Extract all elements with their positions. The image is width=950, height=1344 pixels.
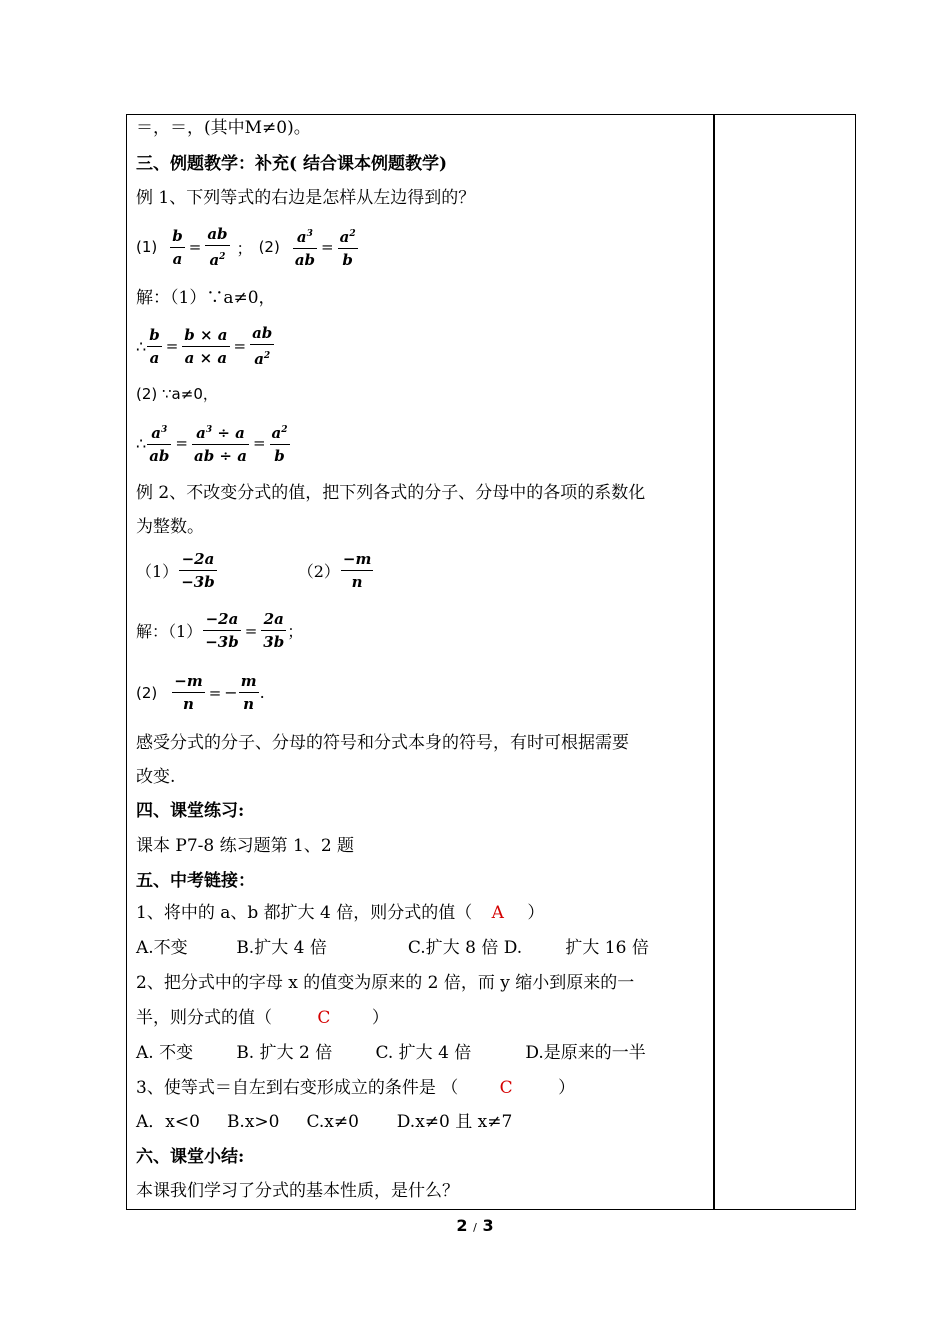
solution-2-expression-2: (2) $\frac{-m}{n}$ = − $\frac{m}{n}$ . <box>136 672 265 713</box>
fraction: $\frac{2a}{3b}$ <box>263 610 285 651</box>
fraction: $\frac{a^2}{b}$ <box>270 419 290 467</box>
example-2-question-line-2: 为整数。 <box>136 517 204 537</box>
example-1-expressions: (1) $\frac{b}{a}$ = $\frac{ab}{a^2}$ ； (2) $\frac{a^3}{ab}$ = $\frac{a^2}{b}$ <box>136 225 356 269</box>
section-6-heading: 六、课堂小结: <box>136 1147 245 1167</box>
fraction: $\frac{b}{a}$ <box>172 226 183 268</box>
section-3-heading: 三、例题教学：补充( 结合课本例题教学) <box>136 154 448 174</box>
practice-text: 课本 P7-8 练习题第 1、2 题 <box>136 836 355 856</box>
example-1-question: 例 1、下列等式的右边是怎样从左边得到的？ <box>136 188 476 208</box>
question-2-options: A. 不变 B. 扩大 2 倍 C. 扩大 4 倍 D.是原来的一半 <box>136 1043 646 1063</box>
question-3-options: A．x<0 B.x>0 C.x≠0 D.x≠0 且 x≠7 <box>136 1112 513 1132</box>
fraction: $\frac{a^3}{ab}$ <box>293 223 317 271</box>
question-2-line-2: 半，则分式的值（ C ） <box>136 1008 389 1028</box>
solution-2-expression-1: 解：（1） $\frac{-2a}{-3b}$ = $\frac{2a}{3b}$ ； <box>136 610 304 651</box>
solution-1-expression-1: ∴ $\frac{b}{a}$ = $\frac{b \times a}{a \times a}$ = $\frac{ab}{a^2}$ <box>136 324 273 368</box>
fraction: $\frac{ab}{a^2}$ <box>252 324 273 368</box>
section-4-heading: 四、课堂练习: <box>136 801 245 821</box>
question-1: 1、将中的 a、b 都扩大 4 倍，则分式的值（ A ） <box>136 903 545 923</box>
fraction: $\frac{-2a}{-3b}$ <box>205 610 239 651</box>
fraction: $\frac{a^3 \div a}{ab \div a}$ <box>192 419 249 467</box>
fraction: $\frac{a^2}{b}$ <box>338 223 358 271</box>
fraction: $\frac{b \times a}{a \times a}$ <box>184 325 228 367</box>
note-line-1: 感受分式的分子、分母的符号和分式本身的符号，有时可根据需要 <box>136 733 629 753</box>
question-2-line-1: 2、把分式中的字母 x 的值变为原来的 2 倍，而 y 缩小到原来的一 <box>136 973 635 993</box>
question-1-answer: A <box>491 903 504 923</box>
summary-text: 本课我们学习了分式的基本性质，是什么？ <box>136 1181 459 1201</box>
fraction: $\frac{-m}{n}$ <box>174 672 203 713</box>
question-3-answer: C <box>499 1078 513 1098</box>
question-3: 3、使等式＝自左到右变形成立的条件是 （ C ） <box>136 1078 576 1098</box>
solution-1-step-1: 解：（1）∵a≠0， <box>136 288 276 308</box>
fraction: $\frac{-m}{n}$ <box>342 550 372 591</box>
note-line-2: 改变. <box>136 767 176 787</box>
fraction: $\frac{ab}{a^2}$ <box>207 225 228 269</box>
fraction: $\frac{b}{a}$ <box>149 325 160 367</box>
table-right-column-divider <box>713 114 715 1210</box>
fraction: $\frac{a^3}{ab}$ <box>147 419 171 467</box>
fraction: $\frac{m}{n}$ <box>240 672 257 713</box>
example-2-expressions: （1） $\frac{-2a}{-3b}$ （2） $\frac{-m}{n}$ <box>136 550 372 591</box>
solution-1-expression-2: ∴ $\frac{a^3}{ab}$ = $\frac{a^3 \div a}{ab \div a}$ = $\frac{a^2}{b}$ <box>136 419 291 467</box>
section-5-heading: 五、中考链接： <box>136 871 255 891</box>
example-2-question-line-1: 例 2、不改变分式的值，把下列各式的分子、分母中的各项的系数化 <box>136 483 646 503</box>
question-1-options: A.不变 B.扩大 4 倍 C.扩大 8 倍 D. 扩大 16 倍 <box>136 938 649 958</box>
solution-1-step-2: (2) ∵a≠0， <box>136 385 218 403</box>
page-number: 2 / 3 <box>456 1216 494 1235</box>
line-property: ＝，＝，(其中M≠0)。 <box>136 118 311 138</box>
question-2-answer: C <box>317 1008 331 1028</box>
fraction: $\frac{-2a}{-3b}$ <box>181 550 215 591</box>
